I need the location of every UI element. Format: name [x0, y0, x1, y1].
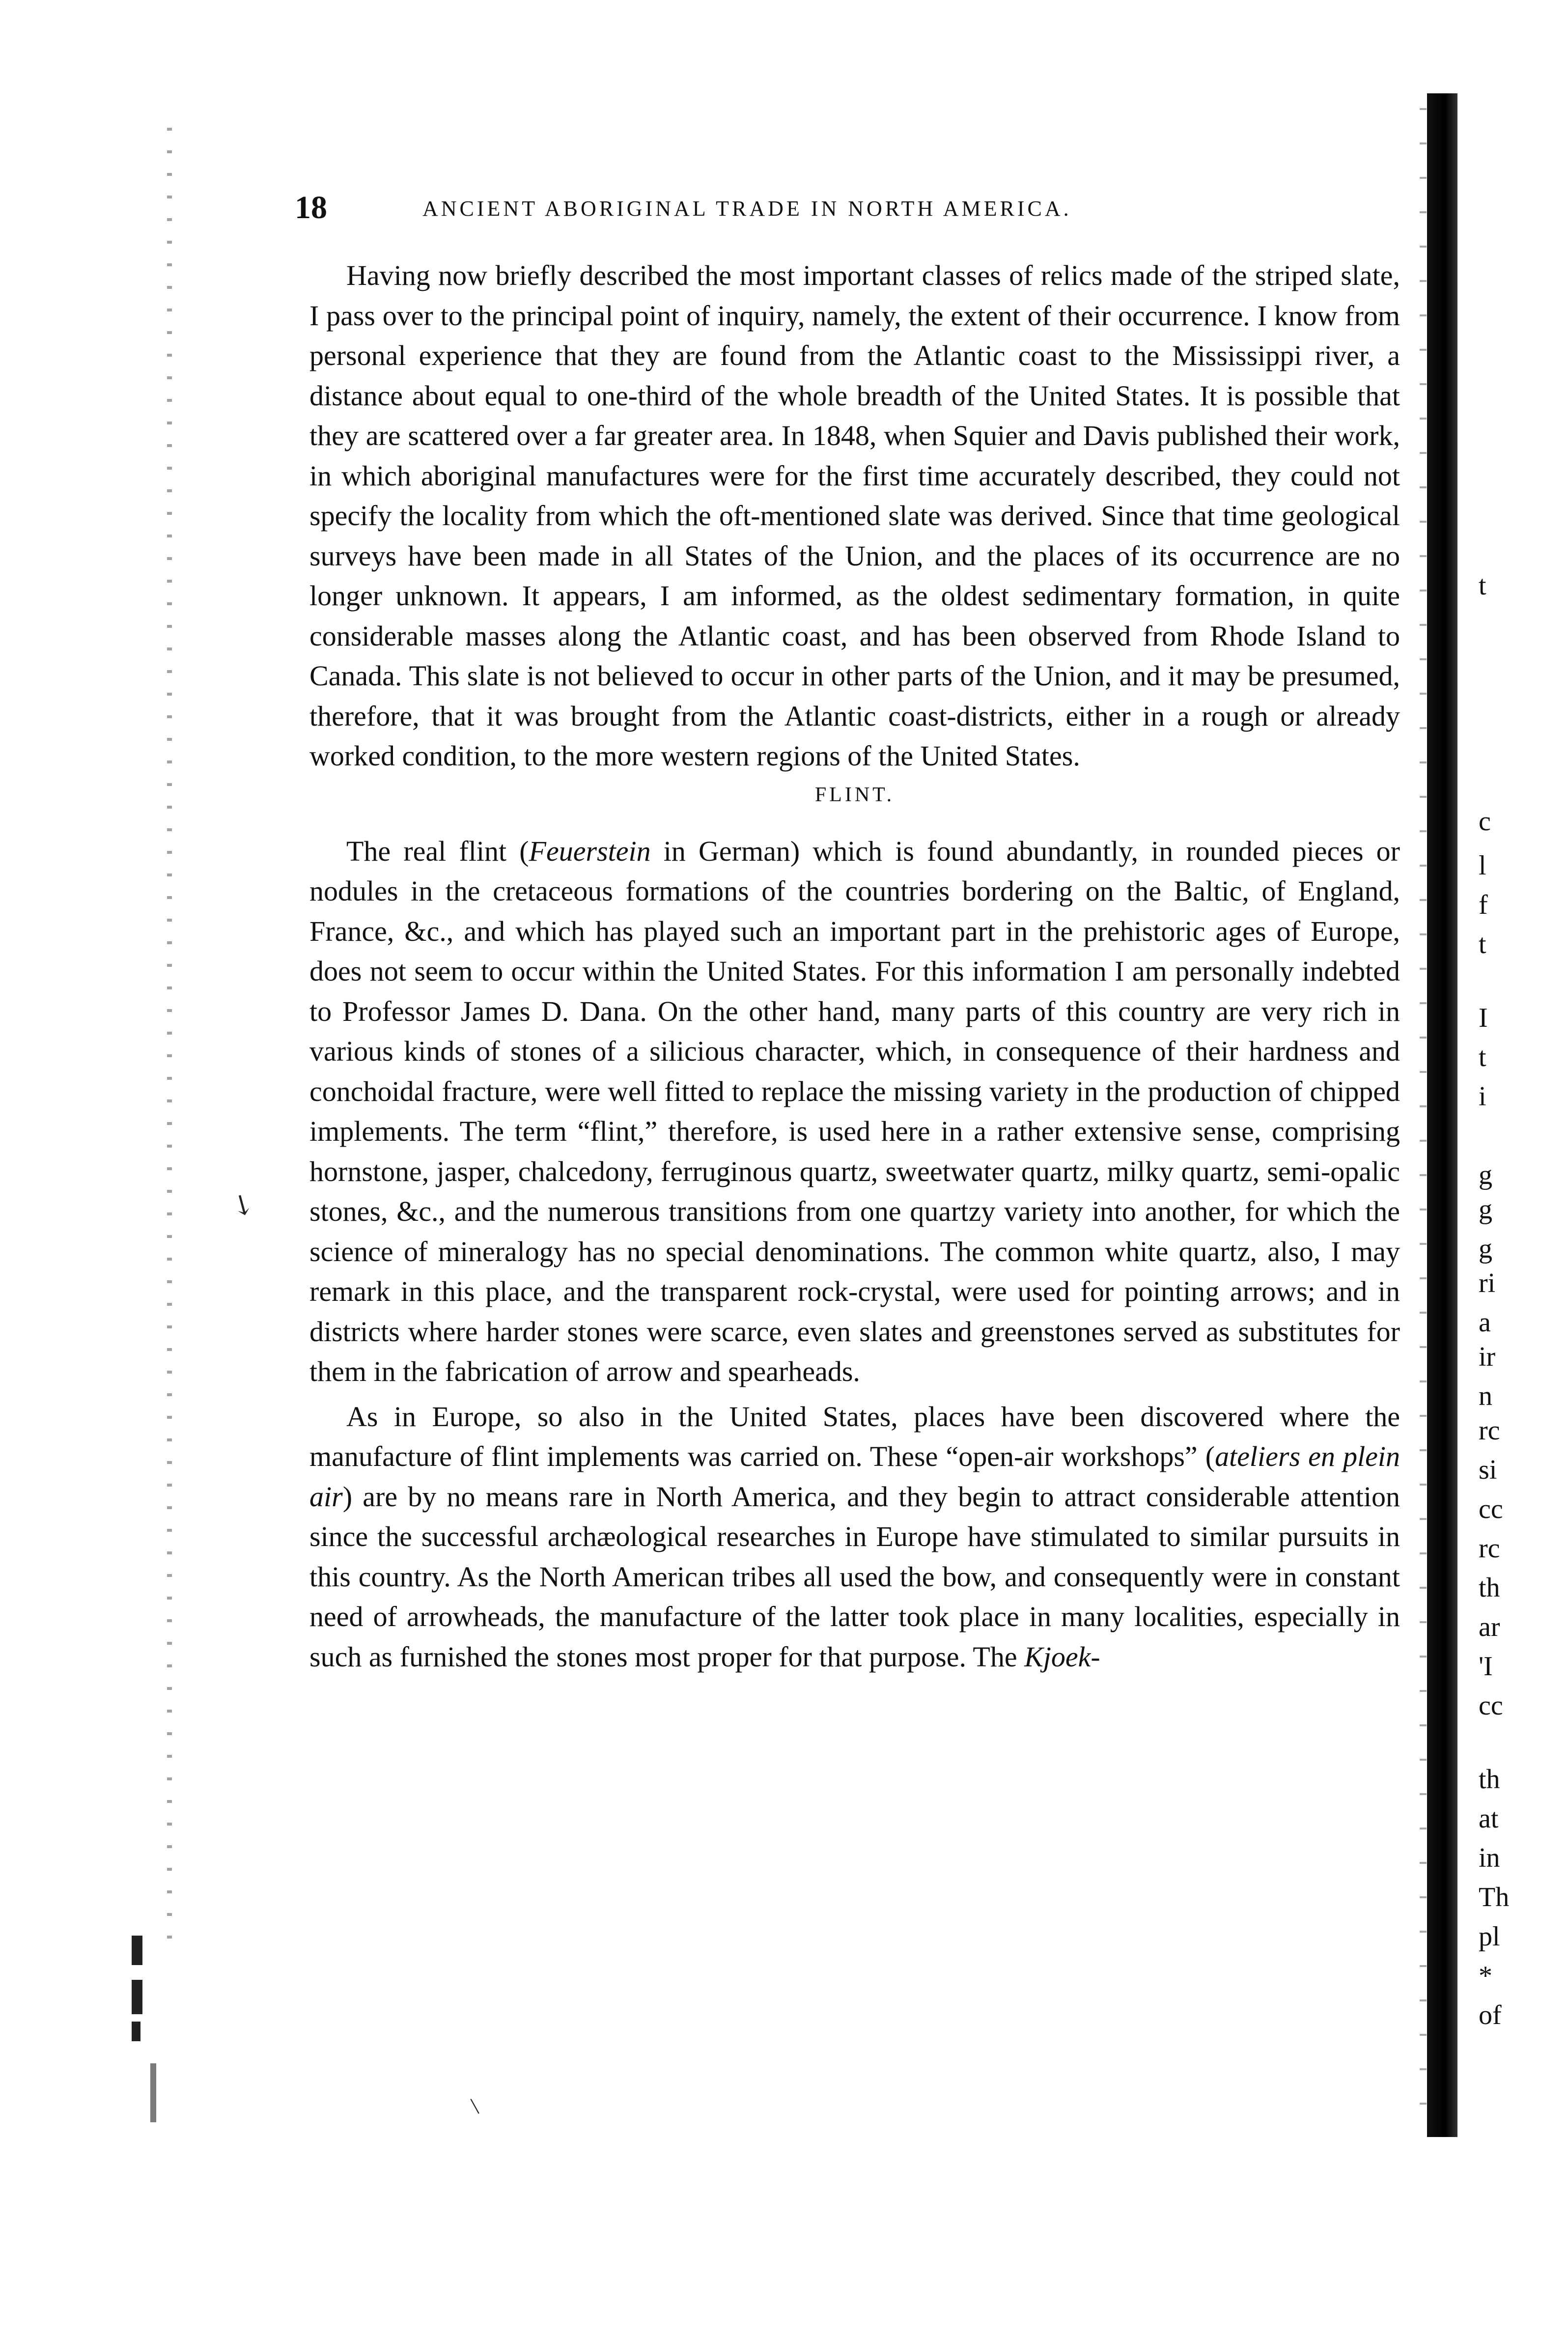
bleed-fragment: a	[1479, 1307, 1491, 1338]
binding-edge	[1420, 93, 1427, 2137]
margin-scan-mark	[150, 2063, 156, 2122]
stray-mark: \	[469, 2093, 480, 2120]
bleed-fragment: g	[1479, 1194, 1492, 1225]
margin-scan-dots	[167, 128, 172, 1945]
bleed-fragment: t	[1479, 1042, 1486, 1072]
bleed-fragment: in	[1479, 1843, 1500, 1873]
paragraph-text: The real flint (	[346, 835, 529, 867]
bleed-fragment: Th	[1479, 1882, 1510, 1913]
bleed-fragment: ri	[1479, 1268, 1496, 1298]
running-title: ANCIENT ABORIGINAL TRADE IN NORTH AMERICA.	[422, 197, 1072, 221]
paragraph-text: ) are by no means rare in North America, and they begin to attract considerable attention since the successful archæological researches in Europe have stimulated to similar pursuits in this country. As the North American tribes all used the bow, and consequently were in constant need of arrowheads, the manufacture of the latter took place in many localities, especially in such as furnished the stones most proper for that purpose. The	[309, 1480, 1400, 1673]
paragraph-text: As in Europe, so also in the United States, places have been discovered where the manufacture of flint implements was carried on. These “open-air workshops” (	[309, 1400, 1400, 1472]
bleed-fragment: rc	[1479, 1533, 1500, 1564]
paragraph-italic: Kjoek-	[1024, 1640, 1100, 1673]
bleed-fragment: f	[1479, 890, 1488, 920]
bleed-fragment: ir	[1479, 1342, 1496, 1372]
bleed-fragment: pl	[1479, 1921, 1500, 1952]
bleed-fragment: th	[1479, 1573, 1500, 1603]
margin-scan-mark	[132, 1936, 142, 1965]
paragraph-italic: ateliers en plein air	[309, 1440, 1400, 1513]
paragraph-italic: Feuerstein	[529, 835, 651, 867]
text-column	[309, 255, 1400, 1677]
bleed-fragment: 'I	[1479, 1651, 1493, 1682]
bleed-fragment: t	[1479, 570, 1486, 601]
bleed-fragment: si	[1479, 1455, 1497, 1485]
paragraph	[309, 1397, 1400, 1677]
bleed-fragment: i	[1479, 1081, 1486, 1112]
paragraph: Having now briefly described the most important classes of relics made of the striped slate, I pass over to the principal point of inquiry, namely, the extent of their occurrence. I know from personal experience that they are found from the Atlantic coast to the Mississippi river, a distance about equal to one-third of the whole breadth of the United States. It is possible that they are scattered over a far greater area. In 1848, when Squier and Davis published their work, in which aboriginal manufactures were for the first time accurately described, they could not specify the locality from which the oft-mentioned slate was derived. Since that time geological surveys have been made in all States of the Union, and the places of its occurrence are no longer unknown. It appears, I am informed, as the oldest sedimentary formation, in quite considerable masses along the Atlantic coast, and has been observed from Rhode Island to Canada. This slate is not believed to occur in other parts of the Union, and it may be presumed, therefore, that it was brought from the Atlantic coast-districts, either in a rough or already worked condition, to the more western regions of the United States.	[309, 259, 1400, 772]
bleed-fragment: ar	[1479, 1612, 1500, 1642]
bleed-fragment: *	[1479, 1961, 1492, 1991]
margin-scan-mark	[132, 1980, 142, 2014]
bleed-fragment: n	[1479, 1381, 1492, 1411]
bleed-fragment: t	[1479, 929, 1486, 959]
section-heading: FLINT.	[814, 783, 895, 806]
bleed-fragment: l	[1479, 850, 1486, 881]
page-number: 18	[295, 190, 327, 225]
binding-shadow	[1427, 93, 1457, 2137]
bleed-fragment: at	[1479, 1803, 1499, 1834]
stray-mark: ↘	[224, 1186, 260, 1224]
paragraph-text: in German) which is found abundantly, in rounded pieces or nodules in the cretaceous formations of the countries bordering on the Baltic, of England, France, &c., and which has played such an important part in the prehistoric ages of Europe, does not seem to occur within the United States. For this information I am personally indebted to Professor James D. Dana. On the other hand, many parts of this country are very rich in various kinds of stones of a silicious character, which, in consequence of their hardness and conchoidal fracture, were well fitted to replace the missing variety in the production of chipped implements. The term “flint,” therefore, is used here in a rather extensive sense, comprising hornstone, jasper, chalcedony, ferruginous quartz, sweetwater quartz, milky quartz, semi-opalic stones, &c., and the numerous transitions from one quartzy variety into another, for which the science of mineralogy has no special denominations. The common white quartz, also, I may remark in this place, and the transparent rock-crystal, were used for pointing arrows; and in districts where harder stones were scarce, even slates and greenstones served as substitutes for them in the fabrication of arrow and spearheads.	[309, 835, 1400, 1387]
bleed-fragment: cc	[1479, 1690, 1503, 1721]
bleed-fragment: g	[1479, 1234, 1492, 1264]
bleed-fragment: g	[1479, 1160, 1492, 1190]
paragraph	[309, 831, 1400, 1392]
running-head	[295, 189, 1400, 228]
bleed-fragment: of	[1479, 2000, 1502, 2030]
bleed-fragment: c	[1479, 806, 1491, 837]
margin-scan-mark	[132, 2022, 140, 2041]
bleed-fragment: cc	[1479, 1494, 1503, 1524]
bleed-fragment: I	[1479, 1003, 1488, 1033]
bleed-fragment: rc	[1479, 1415, 1500, 1446]
bleed-fragment: th	[1479, 1764, 1500, 1795]
